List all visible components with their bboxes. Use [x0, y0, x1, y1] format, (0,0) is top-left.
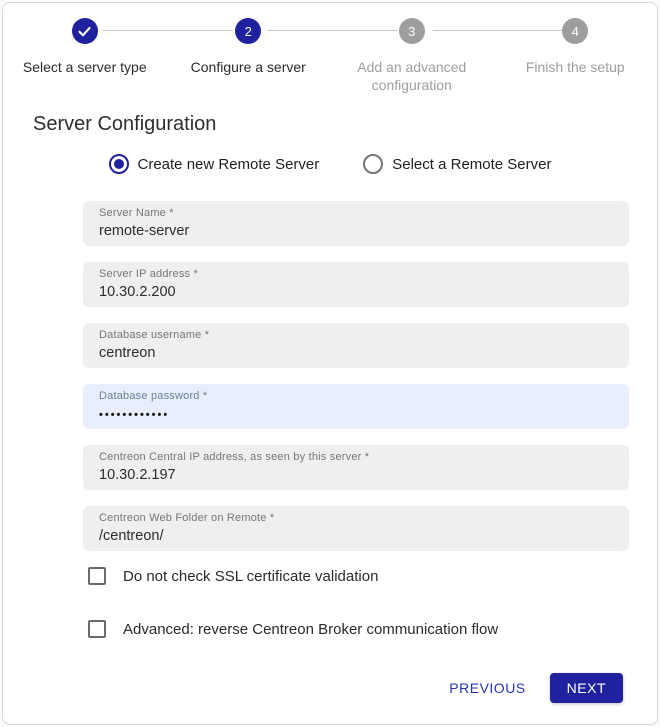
step-4-circle[interactable]: 4 — [562, 18, 588, 44]
server-mode-radio-group — [3, 154, 657, 174]
checkbox-unchecked-icon[interactable] — [88, 620, 106, 638]
check-icon — [77, 24, 92, 39]
radio-unselected-icon[interactable] — [363, 154, 383, 174]
central-ip-value: 10.30.2.197 — [99, 467, 176, 483]
web-folder-value: /centreon/ — [99, 528, 164, 544]
ssl-validation-checkbox-row[interactable] — [88, 567, 657, 585]
server-name-value: remote-server — [99, 223, 190, 239]
radio-select-label[interactable]: Select a Remote Server — [392, 155, 552, 173]
database-username-value: centreon — [99, 345, 156, 361]
step-2-circle[interactable]: 2 — [235, 18, 261, 44]
step-1-label: Select a server type — [22, 59, 147, 75]
database-password-field[interactable] — [83, 384, 629, 429]
step-2-label: Configure a server — [190, 59, 306, 75]
web-folder-field[interactable] — [83, 506, 629, 551]
database-username-field[interactable] — [83, 323, 629, 368]
page-title: Server Configuration — [33, 113, 217, 135]
reverse-broker-label[interactable]: Advanced: reverse Centreon Broker communication flow — [123, 620, 499, 638]
database-username-label: Database username * — [99, 329, 210, 341]
central-ip-field[interactable] — [83, 445, 629, 490]
wizard-footer — [3, 673, 657, 703]
server-name-label: Server Name * — [99, 207, 174, 219]
ssl-validation-label[interactable]: Do not check SSL certificate validation — [123, 567, 379, 585]
previous-button[interactable]: PREVIOUS — [449, 680, 526, 696]
next-button[interactable]: NEXT — [550, 673, 623, 703]
options-section — [88, 567, 657, 638]
configuration-form — [83, 201, 629, 551]
server-ip-label: Server IP address * — [99, 268, 198, 280]
stepper-connector — [268, 30, 398, 31]
web-folder-label: Centreon Web Folder on Remote * — [99, 512, 275, 524]
checkbox-unchecked-icon[interactable] — [88, 567, 106, 585]
stepper-connector — [103, 30, 233, 31]
radio-selected-icon[interactable] — [109, 154, 129, 174]
database-password-label: Database password * — [99, 390, 208, 402]
step-3-label: Add an advanced configuration — [357, 59, 467, 93]
server-ip-field[interactable] — [83, 262, 629, 307]
wizard-stepper — [3, 3, 657, 95]
radio-select-remote-server[interactable] — [363, 154, 551, 174]
wizard-card — [2, 2, 658, 725]
central-ip-label: Centreon Central IP address, as seen by this server * — [99, 451, 370, 463]
server-name-field[interactable] — [83, 201, 629, 246]
reverse-broker-checkbox-row[interactable] — [88, 620, 657, 638]
radio-create-new-remote-server[interactable] — [109, 154, 320, 174]
step-4-label: Finish the setup — [525, 59, 625, 75]
stepper-connector — [433, 30, 563, 31]
server-ip-value: 10.30.2.200 — [99, 284, 176, 300]
step-1-circle[interactable] — [72, 18, 98, 44]
step-3-circle[interactable]: 3 — [399, 18, 425, 44]
radio-create-label[interactable]: Create new Remote Server — [137, 155, 320, 173]
database-password-value: •••••••••••• — [99, 409, 170, 421]
